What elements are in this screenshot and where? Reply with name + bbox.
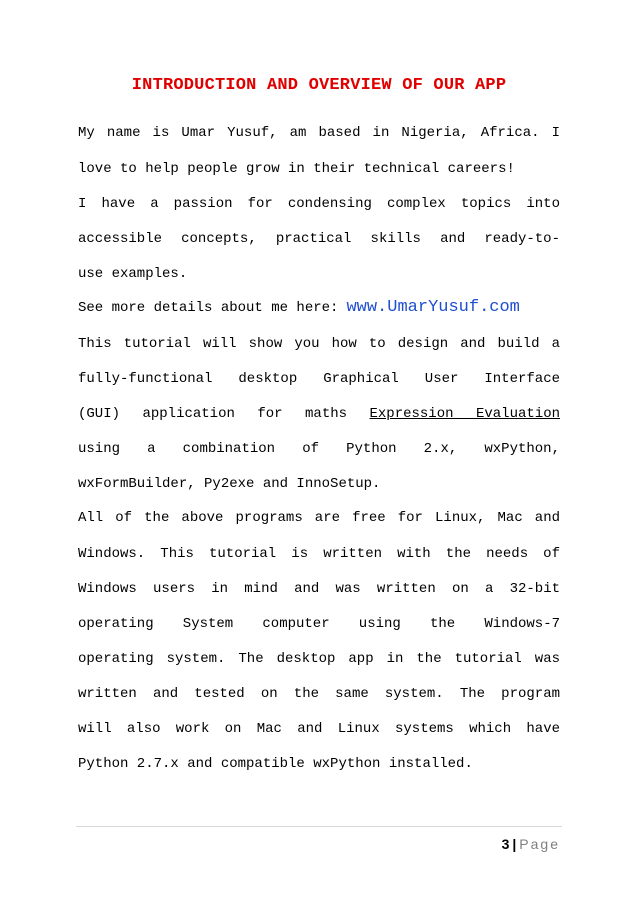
body-line: use examples. (78, 266, 188, 282)
body-line: Windows users in mind and was written on a 32-bit (78, 581, 560, 597)
body-line: Python 2.7.x and compatible wxPython installed. (78, 756, 473, 772)
page-label: Page (519, 836, 560, 852)
body-line-with-link (78, 298, 560, 318)
body-line: operating system. The desktop app in the tutorial was (78, 651, 560, 667)
footer-separator: | (512, 836, 517, 852)
body-line-text: (GUI) application for maths (78, 406, 348, 422)
body-line: accessible concepts, practical skills and ready-to- (78, 231, 560, 247)
footer-divider (76, 826, 562, 827)
body-line: All of the above programs are free for Linux, Mac and (78, 510, 560, 526)
section-title: INTRODUCTION AND OVERVIEW OF OUR APP (131, 76, 507, 95)
body-line-with-underline (78, 404, 560, 424)
body-line: wxFormBuilder, Py2exe and InnoSetup. (78, 476, 381, 492)
body-line: This tutorial will show you how to design and build a (78, 336, 560, 352)
body-line: My name is Umar Yusuf, am based in Nigeria, Africa. I (78, 125, 560, 141)
body-line: using a combination of Python 2.x, wxPython, (78, 441, 560, 457)
body-line: operating System computer using the Windows-7 (78, 616, 560, 632)
body-line: I have a passion for condensing complex topics into (78, 196, 560, 212)
page-footer (502, 836, 560, 852)
body-line: will also work on Mac and Linux systems which have (78, 721, 560, 737)
body-line: fully-functional desktop Graphical User Interface (78, 371, 560, 387)
body-line: love to help people grow in their technical careers! (78, 161, 515, 177)
underlined-phrase: Expression Evaluation (369, 406, 560, 422)
body-line-text: See more details about me here: (78, 300, 339, 316)
body-line: written and tested on the same system. The program (78, 686, 560, 702)
website-link[interactable]: www.UmarYusuf.com (346, 298, 520, 317)
page-number: 3 (501, 836, 510, 852)
body-line: Windows. This tutorial is written with the needs of (78, 546, 560, 562)
